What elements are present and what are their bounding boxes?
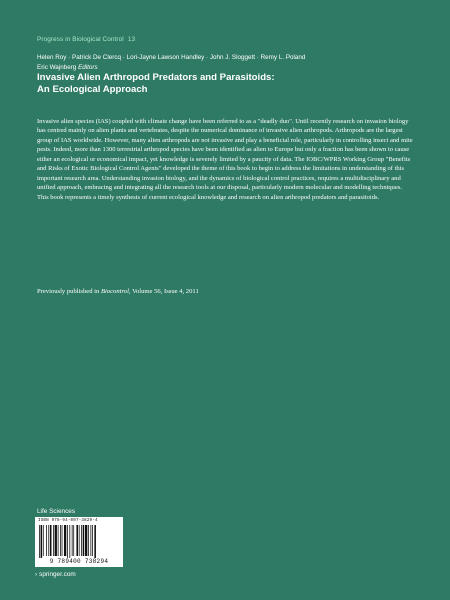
- previously-journal: Biocontrol: [100, 288, 129, 295]
- barcode-bar: [50, 525, 52, 556]
- barcode-bar: [55, 525, 57, 556]
- editor-names: Helen Roy · Patrick De Clercq · Lori-Jayne Lawson Handley · John J. Sloggett · Remy L. Poland: [37, 54, 306, 61]
- barcode-bar: [39, 525, 40, 558]
- previously-prefix: Previously published in: [37, 288, 100, 295]
- barcode-bar: [73, 525, 74, 556]
- series-line: [37, 36, 135, 43]
- barcode-bar: [76, 525, 78, 556]
- series-name: Progress in Biological Control: [37, 36, 124, 43]
- book-title: [37, 72, 417, 96]
- subject-label: Life Sciences: [37, 508, 76, 515]
- barcode-bar: [92, 525, 93, 556]
- barcode-bar: [85, 525, 87, 556]
- barcode-digits: 9 789400 738294: [49, 558, 109, 565]
- barcode-bar: [53, 525, 54, 556]
- title-line-2: An Ecological Approach: [37, 84, 148, 95]
- previously-published: [37, 288, 415, 295]
- barcode-bar: [43, 525, 44, 556]
- description-paragraph: Invasive alien species (IAS) coupled with climate change have been referred to as a "deadly duo". Until recently research on invasion biology has centred mainly on alien plants and vertebrates, despite the numerical dominance of invasive alien arthropods. Arthropods are the largest group of IAS worldwide. However, many alien arthropods are not invasive and play a beneficial role, particularly in controlling insect and mite pests. Indeed, more than 1300 terrestrial arthropod species have been identified as alien to Europe but only a fraction has been shown to cause either an ecological or economical impact, yet knowledge is severely limited by a paucity of data. The IOBC/WPRS Working Group "Benefits and Risks of Exotic Biological Control Agents" developed the theme of this book to begin to address the limitations in understanding of this important research area. Understanding invasion biology, and the dynamics of biological control practices, requires a multidisciplinary and unified approach, embracing and integrating all the research tools at our disposal, particularly modern molecular and modelling techniques. This book represents a timely synthesis of current ecological knowledge and research on alien arthropod predators and parasitoids.: [37, 118, 413, 201]
- website-url: springer.com: [39, 571, 76, 578]
- barcode-bar: [81, 525, 82, 556]
- previously-suffix: , Volume 56, Issue 4, 2011: [128, 288, 199, 295]
- editors-role: Editors: [78, 63, 98, 71]
- website-link[interactable]: [35, 571, 76, 578]
- isbn-label: ISBN 978-94-007-3829-4: [38, 519, 98, 523]
- barcode-bar: [69, 525, 70, 558]
- barcode-bar: [79, 525, 80, 556]
- barcode-bar: [72, 525, 73, 556]
- barcode-bars: [39, 525, 119, 558]
- barcode-bar: [41, 525, 43, 558]
- barcode-bar: [58, 525, 59, 556]
- series-volume: 13: [127, 36, 136, 43]
- editors-block: [37, 53, 417, 72]
- barcode-bar: [46, 525, 47, 556]
- barcode-bar: [67, 525, 68, 558]
- barcode-bar: [90, 525, 91, 556]
- title-line-1: Invasive Alien Arthropod Predators and Parasitoids:: [37, 72, 275, 83]
- barcode-bar: [48, 525, 49, 556]
- barcode-bar: [60, 525, 61, 556]
- barcode-bar: [64, 525, 66, 556]
- barcode-bar: [88, 525, 89, 556]
- barcode: [35, 517, 123, 567]
- barcode-bar: [83, 525, 85, 556]
- barcode-bar: [62, 525, 63, 556]
- chevron-right-icon: ›: [35, 571, 38, 578]
- barcode-bar: [94, 525, 96, 558]
- editor-last-name: Eric Wajnberg: [37, 63, 77, 71]
